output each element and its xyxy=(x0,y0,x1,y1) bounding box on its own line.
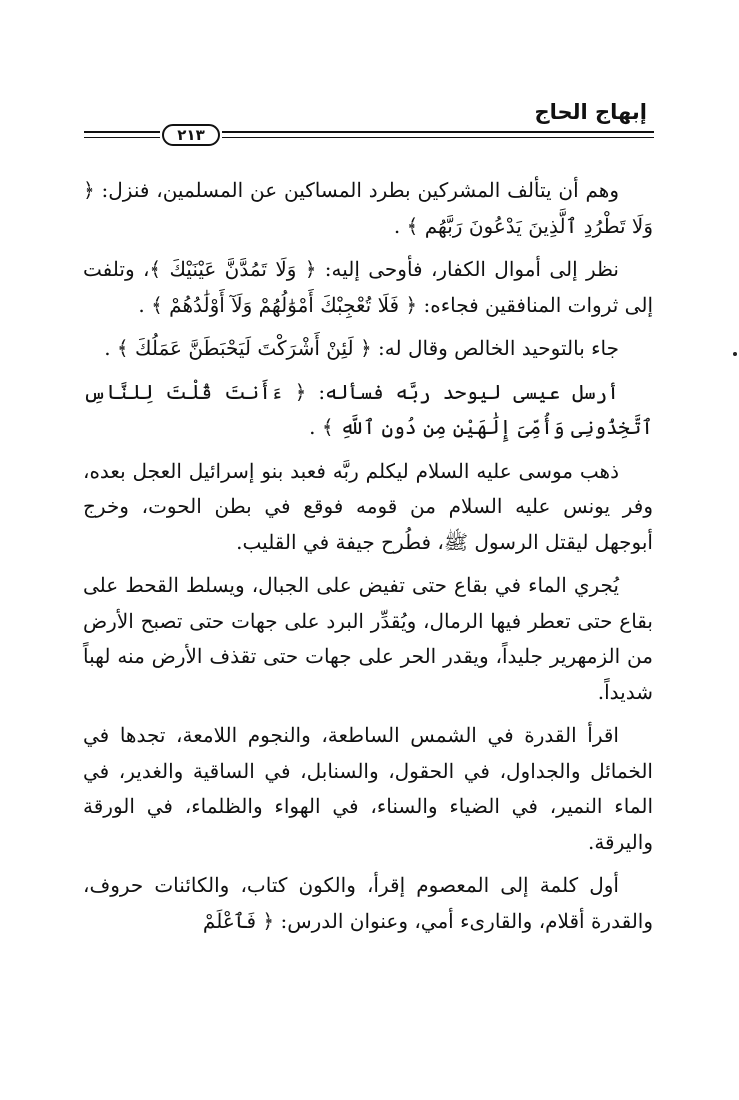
paragraph-2: نظر إلى أموال الكفار، فأوحى إليه: ﴿ وَلَا تَمُدَّنَّ عَيْنَيْكَ ﴾، وتلفت إلى ثروات المنافقين فجاءه: ﴿ فَلَا تُعْجِبْكَ أَمْوَٰلُهُمْ وَلَآ أَوْلَٰدُهُمْ ﴾ . xyxy=(83,257,653,317)
paragraph-7: اقرأ القدرة في الشمس الساطعة، والنجوم اللامعة، تجدها في الخمائل والجداول، في الحقول، والسنابل، في الساقية والغدير، في الماء النمير، في الضياء والسناء، في الهواء والظلماء، في الورقة واليرقة. xyxy=(83,723,653,854)
margin-dot xyxy=(733,352,737,356)
paragraph-5: ذهب موسى عليه السلام ليكلم ربَّه فعبد بنو إسرائيل العجل بعده، وفر يونس عليه السلام من قومه فوقع في بطن الحوت، وخرج أبوجهل ليقتل الرسول ﷺ، فطُرح جيفة في القليب. xyxy=(83,458,653,554)
rule-left-lower xyxy=(84,137,160,138)
paragraph-8: أول كلمة إلى المعصوم إقرأ، والكون كتاب، والكائنات حروف، والقدرة أقلام، والقارىء أمي، وعنوان الدرس: ﴿ فَٱعْلَمْ xyxy=(83,873,653,933)
rule-right-upper xyxy=(222,131,654,133)
body-text xyxy=(83,173,653,947)
paragraph-4: أرسل عيسى ليوحد ربَّه فسأله: ﴿ ءَأَنتَ قُلْتَ لِلنَّاسِ ٱتَّخِذُونِى وَأُمِّىَ إِلَٰهَيْنِ مِن دُونِ ٱللَّهِ ﴾ . xyxy=(83,379,653,439)
paragraph-6: يُجري الماء في بقاع حتى تفيض على الجبال، ويسلط القحط على بقاع حتى تعطر فيها الرمال، ويُقدِّر البرد على جهات حتى تصبح الأرض من الزمهرير جليداً، ويقدر الحر على جهات حتى تقذف الأرض منه لهباً شديداً. xyxy=(83,573,653,704)
paragraph-3: جاء بالتوحيد الخالص وقال له: ﴿ لَئِنْ أَشْرَكْتَ لَيَحْبَطَنَّ عَمَلُكَ ﴾ . xyxy=(104,336,619,360)
header-rule xyxy=(84,124,654,146)
running-title: إبهاج الحاج xyxy=(534,100,647,124)
rule-right-lower xyxy=(222,137,654,138)
rule-left-upper xyxy=(84,131,160,133)
paragraph-1: وهم أن يتألف المشركين بطرد المساكين عن المسلمين، فنزل: ﴿ وَلَا تَطْرُدِ ٱلَّذِينَ يَدْعُونَ رَبَّهُم ﴾ . xyxy=(83,178,653,238)
page-number: ٢١٣ xyxy=(162,124,220,146)
